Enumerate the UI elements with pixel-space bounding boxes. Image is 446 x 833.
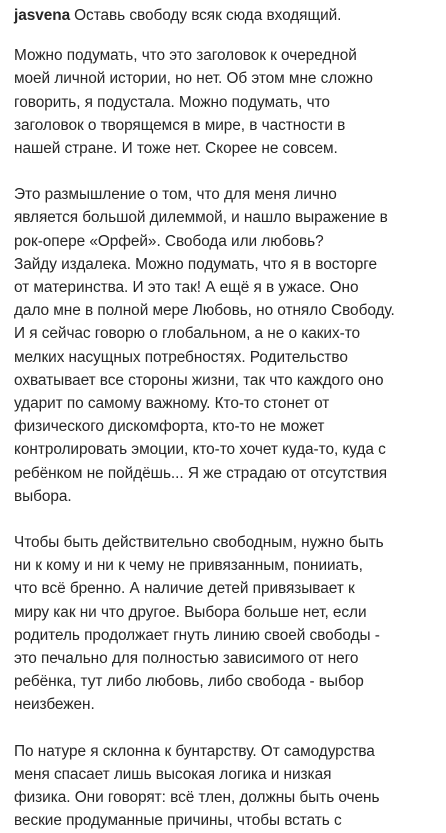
caption-text-line: дало мне в полной мере Любовь, но отняло Свободу.: [14, 302, 395, 320]
caption-text-line: мелких насущных потребностях. Родительство: [14, 348, 348, 366]
caption-text-line: физического дискомфорта, кто-то не может: [14, 418, 325, 436]
caption-text-line: это печально для полностью зависимого от него: [14, 650, 359, 668]
caption-text-line: от материнства. И это так! А ещё я в ужасе. Оно: [14, 279, 359, 297]
caption-paragraph: [14, 44, 436, 160]
caption-text-line: Можно подумать, что это заголовок к очередной: [14, 47, 357, 65]
caption-paragraph: [14, 740, 436, 833]
caption-body: [14, 44, 436, 832]
caption-text-line: Это размышление о том, что для меня лично: [14, 186, 337, 204]
caption-text-line: родитель продолжает гнуть линию своей свободы -: [14, 626, 380, 644]
caption-text-line: неизбежен.: [14, 696, 95, 714]
caption-text-line: миру как ни что другое. Выбора больше нет, если: [14, 603, 367, 621]
caption-text-line: выбора.: [14, 487, 72, 505]
caption-text-line: является большой дилеммой, и нашло выражение в: [14, 209, 388, 227]
caption-text-line: контролировать эмоции, кто-то хочет куда-то, куда с: [14, 441, 386, 459]
caption-header: [14, 4, 436, 27]
caption-text-line: охватывает все стороны жизни, так что каждого оно: [14, 371, 384, 389]
caption-text-line: Зайду издалека. Можно подумать, что я в восторге: [14, 255, 377, 273]
caption-text-line: По натуре я склонна к бунтарству. От самодурства: [14, 742, 375, 760]
caption-paragraph: [14, 531, 436, 717]
caption-text-line: меня спасает лишь высокая логика и низкая: [14, 765, 332, 783]
caption-text-line: нашей стране. И тоже нет. Скорее не совсем.: [14, 140, 338, 158]
caption-text-line: говорить, я подустала. Можно подумать, что: [14, 93, 330, 111]
post-username[interactable]: jasvena: [14, 7, 71, 24]
caption-text-line: заголовок о творящемся в мире, в частности в: [14, 116, 346, 134]
caption-text-line: веские продуманные причины, чтобы встать с: [14, 812, 342, 830]
caption-text-line: рок-опере «Орфей». Свобода или любовь?: [14, 232, 324, 250]
caption-paragraph: [14, 183, 436, 508]
caption-title: Оставь свободу всяк сюда входящий.: [74, 7, 342, 24]
caption-text-line: что всё бренно. А наличие детей привязывает к: [14, 580, 355, 598]
caption-text-line: моей личной истории, но нет. Об этом мне сложно: [14, 70, 373, 88]
caption-text-line: ни к кому и ни к чему не привязанным, понииать,: [14, 557, 363, 575]
caption-text-line: ударит по самому важному. Кто-то стонет от: [14, 395, 330, 413]
caption-text-line: И я сейчас говорю о глобальном, а не о каких-то: [14, 325, 361, 343]
caption-text-line: Чтобы быть действительно свободным, нужно быть: [14, 534, 384, 552]
caption-text-line: ребёнком не пойдёшь... Я же страдаю от отсутствия: [14, 464, 388, 482]
caption-text-line: физика. Они говорят: всё тлен, должны быть очень: [14, 789, 380, 807]
caption-text-line: ребёнка, тут либо любовь, либо свобода - выбор: [14, 673, 364, 691]
